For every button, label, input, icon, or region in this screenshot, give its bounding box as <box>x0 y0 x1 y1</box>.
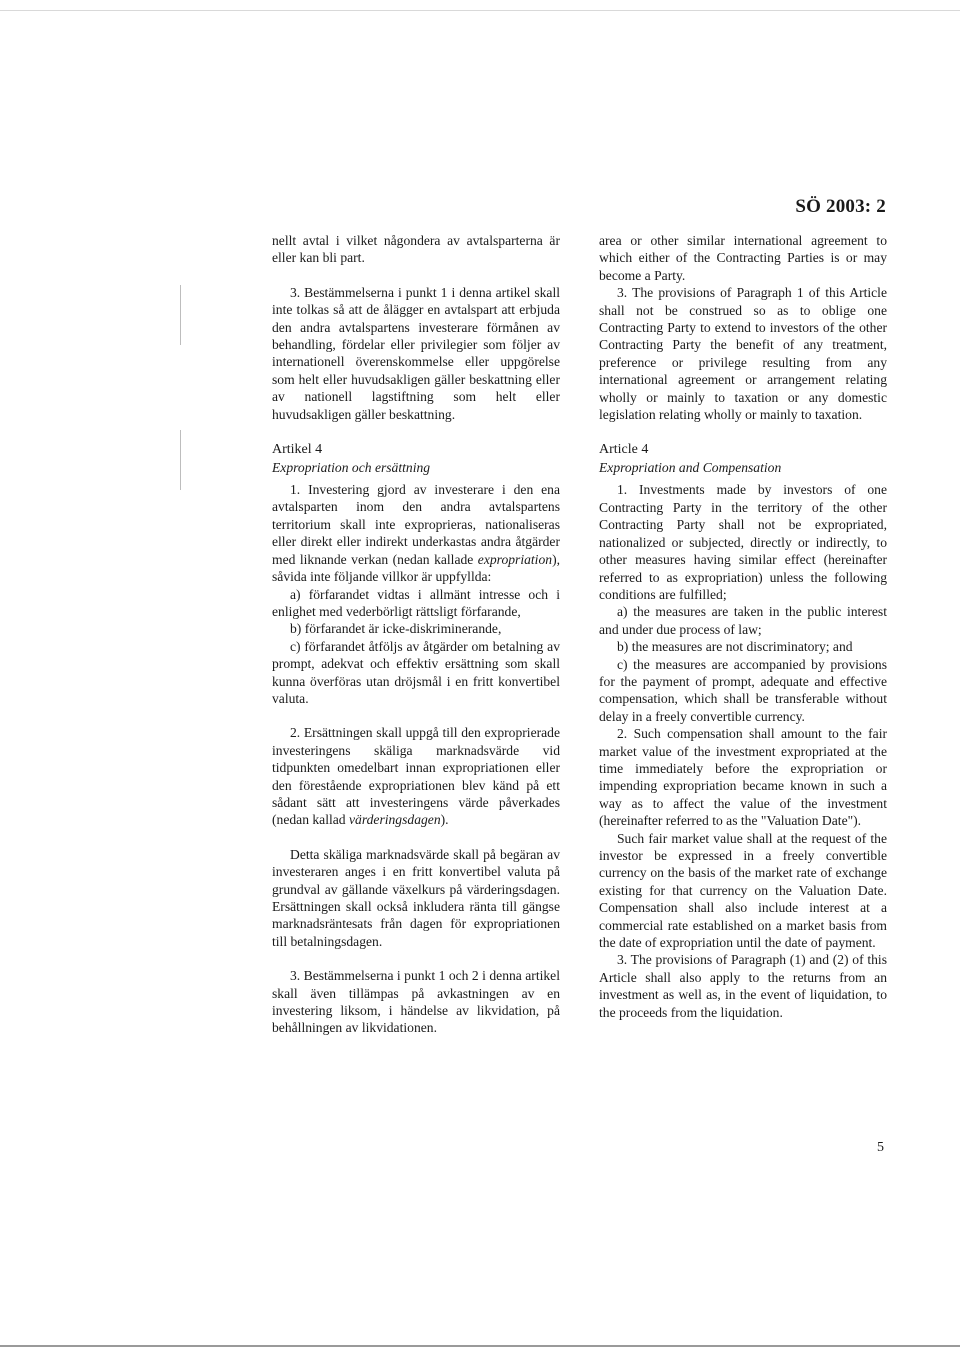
swedish-a4p2-start: 2. Ersättningen skall uppgå till den exproprierade investeringens skäliga marknadsvärde vid tidpunkten omedelbart innan expropriationen eller den förestående expropriationen blev känd på ett sådant sätt att investeringens värde påverkades (nedan kallad <box>272 725 560 828</box>
scan-edge-bottom <box>0 1345 960 1347</box>
english-condition-b: b) the measures are not discriminatory; and <box>617 639 853 655</box>
swedish-column <box>272 232 560 1037</box>
swedish-condition-c: c) förfarandet åtföljs av åtgärder om betalning av prompt, adekvat och effektiv ersättning som skall kunna överföras utan dröjsmål i en fritt konvertibel valuta. <box>272 638 560 706</box>
swedish-a4p1-italic: expropriation <box>477 551 553 567</box>
swedish-a4p2-italic: värderingsdagen <box>349 812 441 828</box>
swedish-intro: nellt avtal i vilket någondera av avtalsparterna är eller kan bli part. <box>272 233 560 266</box>
swedish-article4-paragraph-3: 3. Bestämmelserna i punkt 1 och 2 i denna artikel skall även tillämpas på avkastningen av en investering liksom, i händelse av likvidation, på behållningen av likvidationen. <box>272 968 560 1036</box>
scan-margin-mark <box>180 430 181 490</box>
swedish-condition-a: a) förfarandet vidtas i allmänt intresse och i enlighet med vederbörligt rättsligt förfarande, <box>272 586 560 619</box>
english-article4-paragraph-2: 2. Such compensation shall amount to the fair market value of the investment expropriated at the time immediately before the expropriation or impending expropriation became known in such a way as to affect the value of the investment (hereinafter referred to as the "Valuation Date"). <box>599 726 887 829</box>
english-article4-paragraph-1: 1. Investments made by investors of one Contracting Party in the territory of the other Contracting Party shall not be expropriated, nationalized or subjected, directly or indirectly, to other measures having similar effect (hereinafter referred to as expropriation) unless the following conditions are fulfilled; <box>599 482 887 602</box>
english-article4-paragraph-2b: Such fair market value shall at the request of the investor be expressed in a freely convertible currency on the basis of the market rate of exchange existing for that currency on the Valuation Date. Compensation shall also include interest at a commercial rate established on a market basis from the date of expropriation until the date of payment. <box>599 830 887 951</box>
swedish-condition-b: b) förfarandet är icke-diskriminerande, <box>290 621 502 637</box>
swedish-a4p1-start: 1. Investering gjord av investerare i den ena avtalsparten inom den andra avtalspartens territorium skall inte exproprieras, nationaliseras eller direkt eller indirekt underkastas andra åtgärder med liknande verkan (nedan kallade <box>272 482 560 567</box>
english-condition-c: c) the measures are accompanied by provisions for the payment of prompt, adequate and effective compensation, which shall be transferable without delay in a freely convertible currency. <box>599 656 887 724</box>
swedish-article4-paragraph-1 <box>272 481 560 585</box>
page-number: 5 <box>877 1140 884 1155</box>
swedish-article4-paragraph-2b: Detta skäliga marknadsvärde skall på begäran av investeraren anges i en fritt konvertibel valuta på grundval av gällande växelkurs på värderingsdagen. Ersättningen skall också inkludera ränta till gängse marknadsräntesats från dagen för expropriationen till betalningsdagen. <box>272 846 560 949</box>
scan-edge-top <box>0 10 960 11</box>
english-intro: area or other similar international agreement to which either of the Contracting Parties is or may become a Party. <box>599 233 887 283</box>
english-article-subtitle: Expropriation and Compensation <box>599 460 782 476</box>
english-article4-paragraph-3: 3. The provisions of Paragraph (1) and (2) of this Article shall also apply to the returns from an investment as well as, in the event of liquidation, to the proceeds from the liquidation. <box>599 952 887 1020</box>
scan-margin-mark <box>180 285 181 345</box>
english-condition-a: a) the measures are taken in the public interest and under due process of law; <box>599 604 887 637</box>
swedish-a4p1-end: ), såvida inte följande villkor är uppfyllda: <box>272 551 560 585</box>
swedish-paragraph-3: 3. Bestämmelserna i punkt 1 i denna artikel skall inte tolkas så att de ålägger en avtalspart att erbjuda den andra avtalspartens investerare förmånen av behandling, fördelar eller privilegier som följer av internationell överenskommelse eller uppgörelse som helt eller huvudsakligen gäller beskattning eller av nationell lagstiftning som helt eller huvudsakligen gäller beskattning. <box>272 284 560 422</box>
swedish-article-subtitle: Expropriation och ersättning <box>272 460 431 476</box>
swedish-a4p2-end: ). <box>440 812 449 828</box>
english-column <box>599 232 887 1021</box>
document-code: SÖ 2003: 2 <box>795 196 886 217</box>
english-paragraph-3: 3. The provisions of Paragraph 1 of this Article shall not be construed so as to oblige one Contracting Party to extend to investors of the other Contracting Party the benefit of any treatment, preference or privilege resulting from any international agreement or arrangement relating wholly or mainly to taxation or any domestic legislation relating wholly or mainly to taxation. <box>599 285 887 423</box>
swedish-article-heading: Artikel 4 <box>272 442 323 458</box>
swedish-article4-paragraph-2 <box>272 724 560 828</box>
english-article-heading: Article 4 <box>599 442 649 458</box>
